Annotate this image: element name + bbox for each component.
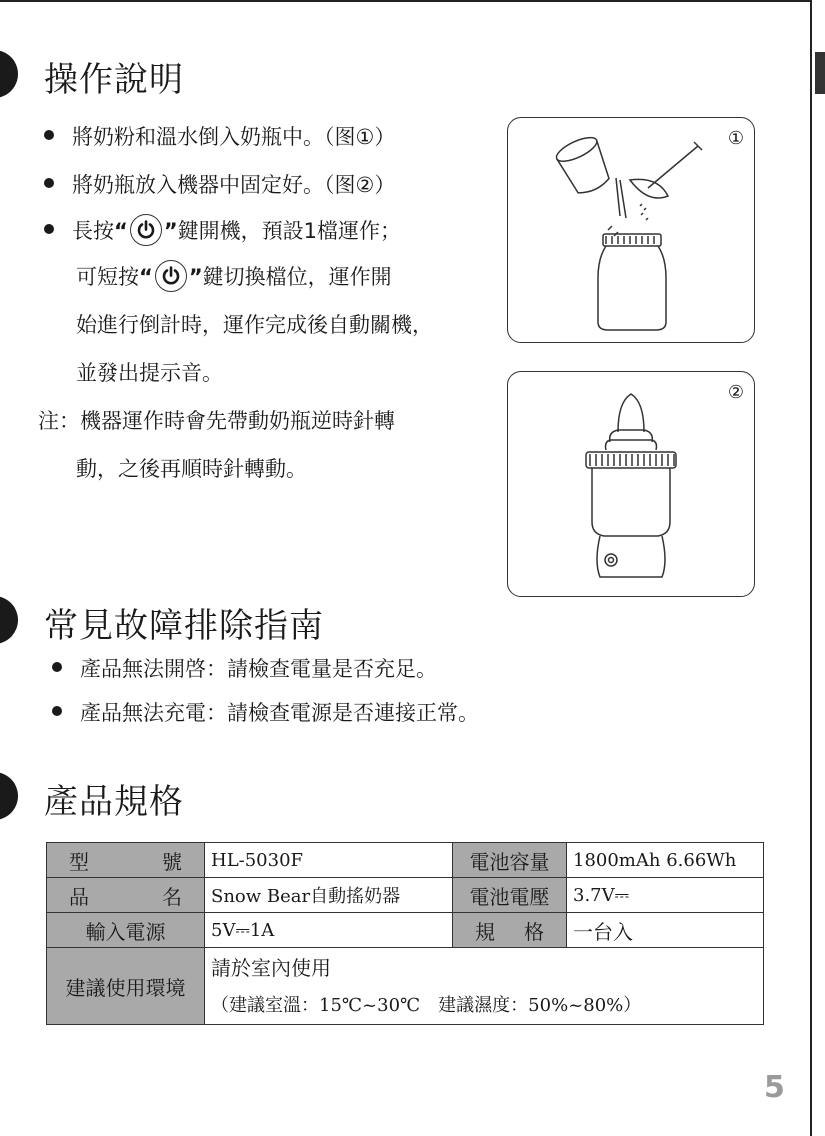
operation-step-1: 將奶粉和溫水倒入奶瓶中。（图①）	[44, 122, 395, 152]
bullet-icon	[52, 706, 62, 716]
spec-value: 一台入	[567, 913, 764, 948]
figure-1-pouring	[507, 117, 755, 343]
bullet-icon	[44, 178, 54, 188]
table-row	[47, 843, 764, 878]
figure-2-number: ②	[727, 382, 744, 403]
page-frame-top	[0, 0, 812, 2]
troubleshooting-item-1: 產品無法開啓：請檢查電量是否充足。	[52, 654, 437, 684]
shaker-device-illustration	[508, 372, 754, 596]
operation-step-3-cont-1: 可短按“ ”鍵切換檔位，運作開	[76, 262, 392, 294]
spec-label: 建議使用環境	[47, 948, 205, 1025]
spec-value: 5V⎓1A	[205, 913, 453, 948]
spec-label: 品 名	[47, 878, 205, 913]
spec-label: 輸入電源	[47, 913, 205, 948]
bullet-icon	[44, 130, 54, 140]
operation-step-3-cont-2: 始進行倒計時，運作完成後自動關機，	[76, 313, 433, 337]
page-frame-right	[810, 0, 812, 1136]
spec-value: 請於室內使用	[205, 948, 764, 985]
bottle-pouring-illustration	[508, 118, 754, 342]
bullet-icon	[52, 662, 62, 672]
table-row	[47, 878, 764, 913]
operation-step-3: 長按“ ”鍵開機，預設1檔運作；	[44, 216, 401, 248]
section-marker	[0, 50, 18, 98]
operation-note-line-1: 注：機器運作時會先帶動奶瓶逆時針轉	[38, 409, 395, 433]
figure-2-device	[507, 371, 755, 597]
page-number: 5	[764, 1070, 785, 1105]
spec-label: 規 格	[453, 913, 567, 948]
side-tab-marker	[815, 52, 825, 94]
section-title-troubleshooting: 常見故障排除指南	[44, 606, 324, 646]
power-icon	[155, 260, 187, 292]
spec-label: 電池容量	[453, 843, 567, 878]
power-icon	[130, 214, 162, 246]
spec-value: 3.7V⎓	[567, 878, 764, 913]
figure-1-number: ①	[727, 128, 744, 149]
spec-value: （建議室溫：15℃~30℃ 建議濕度：50%~80%）	[205, 985, 764, 1025]
bullet-icon	[44, 224, 54, 234]
troubleshooting-item-2: 產品無法充電：請檢查電源是否連接正常。	[52, 698, 479, 728]
spec-value: Snow Bear自動搖奶器	[205, 878, 453, 913]
section-title-operation: 操作說明	[44, 60, 184, 100]
spec-label: 電池電壓	[453, 878, 567, 913]
section-title-specs: 產品規格	[44, 782, 184, 822]
operation-note-line-2: 動，之後再順時針轉動。	[76, 457, 307, 481]
table-row	[47, 913, 764, 948]
spec-label: 型 號	[47, 843, 205, 878]
operation-step-3-cont-3: 並發出提示音。	[76, 361, 223, 385]
table-row	[47, 948, 764, 985]
section-marker	[0, 772, 18, 820]
operation-step-2: 將奶瓶放入機器中固定好。（图②）	[44, 170, 395, 200]
spec-table	[46, 842, 764, 1025]
section-marker	[0, 596, 18, 644]
spec-value: 1800mAh 6.66Wh	[567, 843, 764, 878]
spec-value: HL-5030F	[205, 843, 453, 878]
